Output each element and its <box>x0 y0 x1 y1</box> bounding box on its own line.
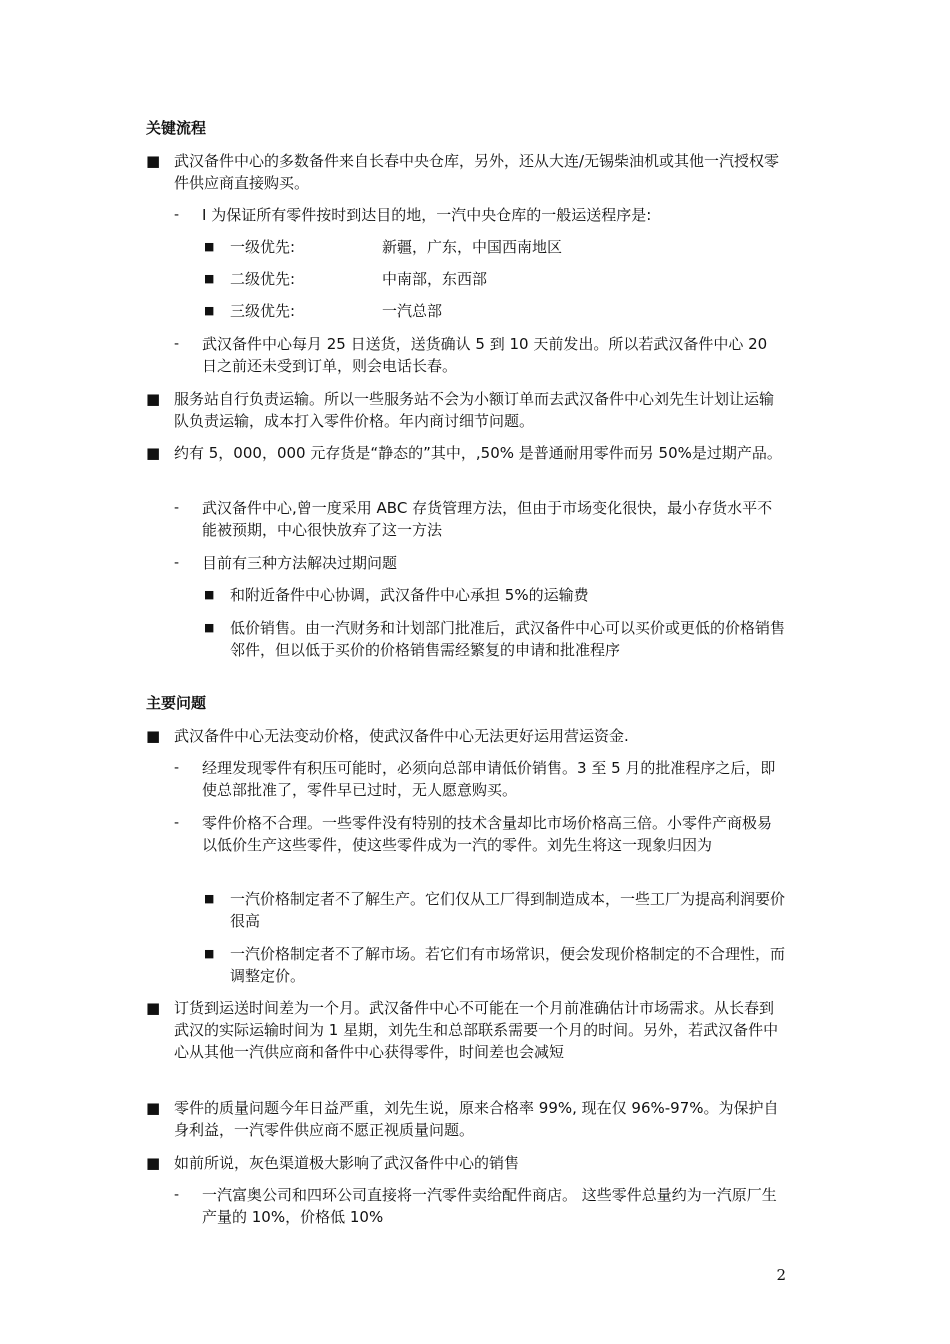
small-square-bullet-icon: ■ <box>204 621 215 634</box>
dash-item: - I 为保证所有零件按时到达目的地，一汽中央仓库的一般运送程序是: <box>174 206 652 224</box>
square-bullet-icon: ■ <box>146 390 161 408</box>
sub-bullet-item: ■ 和附近备件中心协调，武汉备件中心承担 5%的运输费 <box>204 586 589 604</box>
bullet-item: ■ 武汉备件中心的多数备件来自长春中央仓库，另外，还从大连/无锡柴油机或其他一汽授权零件供应商直接购买。 <box>146 152 780 192</box>
dash-item: - 一汽富奥公司和四环公司直接将一汽零件卖给配件商店。 这些零件总量约为一汽原厂生产量的 10%，价格低 10% <box>174 1186 777 1226</box>
bullet-item: ■ 服务站自行负责运输。所以一些服务站不会为小额订单而去武汉备件中心刘先生计划让运输队负责运输，成本打入零件价格。年内商讨细节问题。 <box>146 390 775 430</box>
dash-item: - 武汉备件中心每月 25 日送货，送货确认 5 到 10 天前发出。所以若武汉备件中心 20 日之前还未受到订单，则会电话长春。 <box>174 335 768 375</box>
dash-item: - 经理发现零件有积压可能时，必须向总部申请低价销售。3 至 5 月的批准程序之后，即使总部批准了，零件早已过时，无人愿意购买。 <box>174 759 776 799</box>
small-square-bullet-icon: ■ <box>204 272 215 285</box>
square-bullet-icon: ■ <box>146 999 161 1017</box>
sub-bullet-item: ■ 低价销售。由一汽财务和计划部门批准后，武汉备件中心可以买价或更低的价格销售邻件，但以低于买价的价格销售需经繁复的申请和批准程序 <box>204 619 786 659</box>
dash-icon: - <box>174 1187 180 1203</box>
dash-icon: - <box>174 555 180 571</box>
dash-item: - 零件价格不合理。一些零件没有特别的技术含量却比市场价格高三倍。小零件产商极易以低价生产这些零件，使这些零件成为一汽的零件。刘先生将这一现象归因为 <box>174 814 773 854</box>
bullet-item: ■ 如前所说，灰色渠道极大影响了武汉备件中心的销售 <box>146 1154 520 1172</box>
dash-icon: - <box>174 336 180 352</box>
small-square-bullet-icon: ■ <box>204 588 215 601</box>
priority-item: ■ 二级优先: 中南部，东西部 <box>204 270 488 288</box>
small-square-bullet-icon: ■ <box>204 304 215 317</box>
sub-bullet-item: ■ 一汽价格制定者不了解生产。它们仅从工厂得到制造成本，一些工厂为提高利润要价很高 <box>204 890 786 930</box>
small-square-bullet-icon: ■ <box>204 947 215 960</box>
dash-item: - 目前有三种方法解决过期问题 <box>174 554 398 572</box>
section-heading-key-processes: 关键流程 <box>146 119 207 137</box>
bullet-item: ■ 零件的质量问题今年日益严重，刘先生说，原来合格率 99%, 现在仅 96%-97%。为保护自身利益，一汽零件供应商不愿正视质量问题。 <box>146 1099 779 1139</box>
section-heading-main-issues: 主要问题 <box>146 694 207 712</box>
priority-item: ■ 三级优先: 一汽总部 <box>204 302 443 320</box>
page-number: 2 <box>776 1266 786 1284</box>
bullet-item: ■ 订货到运送时间差为一个月。武汉备件中心不可能在一个月前准确估计市场需求。从长春到武汉的实际运输时间为 1 星期，刘先生和总部联系需要一个月的时间。另外，若武汉备件中心从其他一汽供应商和备件中心获得零件，时间差也会减短 <box>146 999 779 1061</box>
dash-icon: - <box>174 815 180 831</box>
small-square-bullet-icon: ■ <box>204 240 215 253</box>
bullet-item: ■ 武汉备件中心无法变动价格，使武汉备件中心无法更好运用营运资金. <box>146 727 629 745</box>
bullet-item: ■ 约有 5，000，000 元存货是“静态的”其中，,50% 是普通耐用零件而另 50%是过期产品。 <box>146 444 782 462</box>
dash-icon: - <box>174 207 180 223</box>
square-bullet-icon: ■ <box>146 1154 161 1172</box>
square-bullet-icon: ■ <box>146 1099 161 1117</box>
priority-item: ■ 一级优先: 新疆，广东，中国西南地区 <box>204 238 563 256</box>
square-bullet-icon: ■ <box>146 152 161 170</box>
dash-item: - 武汉备件中心,曾一度采用 ABC 存货管理方法，但由于市场变化很快，最小存货水平不能被预期，中心很快放弃了这一方法 <box>174 499 773 539</box>
sub-bullet-item: ■ 一汽价格制定者不了解市场。若它们有市场常识，便会发现价格制定的不合理性，而调整定价。 <box>204 945 786 985</box>
dash-icon: - <box>174 500 180 516</box>
small-square-bullet-icon: ■ <box>204 892 215 905</box>
square-bullet-icon: ■ <box>146 727 161 745</box>
square-bullet-icon: ■ <box>146 444 161 462</box>
dash-icon: - <box>174 760 180 776</box>
